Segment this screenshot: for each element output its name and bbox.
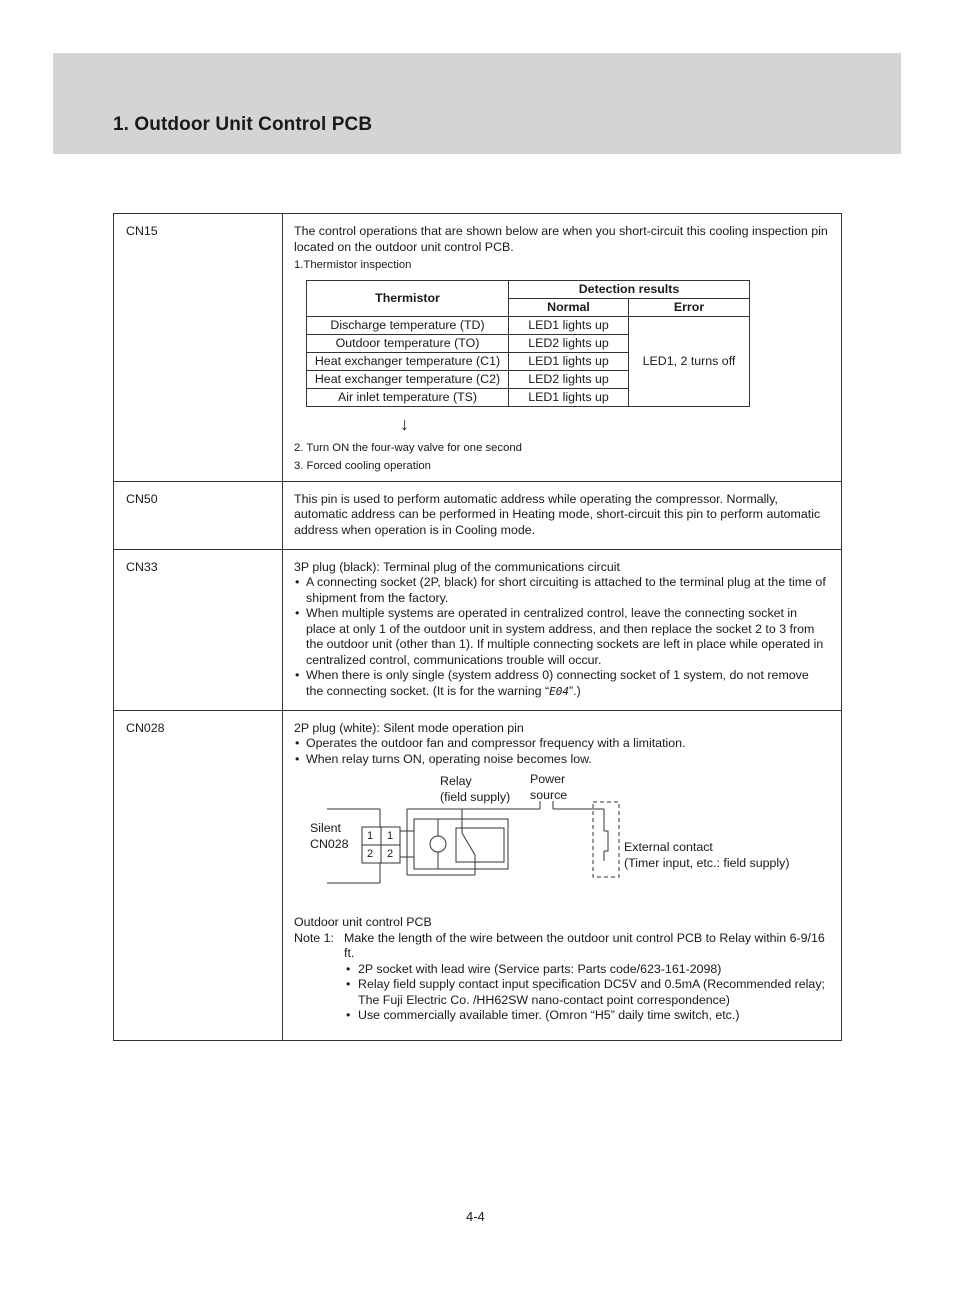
page-title: 1. Outdoor Unit Control PCB xyxy=(113,114,373,135)
cn50-text: This pin is used to perform automatic address while operating the compressor. Normally, automatic address can be performed in Heating mode, short-circuit this pin to perform automatic address when operation is in Cooling mode. xyxy=(294,491,821,537)
error-header: Error xyxy=(629,298,750,316)
row-cn15 xyxy=(114,214,842,482)
cn33-last-bullet-text: When there is only single (system address 0) connecting socket of 1 system, do not remove the connecting socket. (It is for the warning “ xyxy=(306,668,809,698)
connector-label-cn50: CN50 xyxy=(126,491,158,506)
cn33-bullet-list xyxy=(294,575,829,699)
note-text: Make the length of the wire between the outdoor unit control PCB to Relay within 6-9/16 ft. xyxy=(344,930,825,960)
row-cn50 xyxy=(114,481,842,549)
cn15-step-3: 3. Forced cooling operation xyxy=(294,460,431,472)
relay-label-line-1: Relay xyxy=(440,774,472,788)
header-band xyxy=(53,53,901,154)
thermistor-normal: LED1 lights up xyxy=(509,316,629,334)
external-contact-icon xyxy=(604,831,608,851)
cn15-step-1: 1.Thermistor inspection xyxy=(294,259,412,271)
pin-label: 1 xyxy=(367,830,374,842)
list-item: • Relay field supply contact input specification DC5V and 0.5mA (Recommended relay; The Fuji Electric Co. /HH62SW nano-contact point correspondence) xyxy=(344,977,829,1008)
power-source-label xyxy=(530,772,567,803)
thermistor-normal: LED2 lights up xyxy=(509,370,629,388)
thermistor-row xyxy=(307,316,750,334)
thermistor-normal: LED1 lights up xyxy=(509,352,629,370)
cn15-step-2: 2. Turn ON the four-way valve for one second xyxy=(294,441,522,454)
wiring-diagram xyxy=(294,772,814,903)
list-item: • When relay turns ON, operating noise becomes low. xyxy=(294,752,829,768)
list-item: • 2P socket with lead wire (Service parts: Parts code/623-161-2098) xyxy=(344,962,829,978)
thermistor-header: Thermistor xyxy=(307,280,509,316)
row-cn028 xyxy=(114,710,842,1040)
warning-code: E04 xyxy=(549,684,569,698)
row-cn33-label-cell xyxy=(114,549,283,710)
relay-contact-box xyxy=(456,828,504,862)
thermistor-name: Discharge temperature (TD) xyxy=(307,316,509,334)
arrow-down-icon: ↓ xyxy=(400,413,409,434)
list-item: • A connecting socket (2P, black) for short circuiting is attached to the terminal plug at the time of shipment from the factory. xyxy=(294,575,829,606)
pcb-label: Outdoor unit control PCB xyxy=(294,915,432,929)
row-cn028-desc-cell xyxy=(283,710,842,1040)
row-cn15-label-cell xyxy=(114,214,283,482)
cn33-intro: 3P plug (black): Terminal plug of the communications circuit xyxy=(294,559,620,574)
pin-label: 1 xyxy=(387,830,394,842)
normal-header: Normal xyxy=(509,298,629,316)
thermistor-normal: LED2 lights up xyxy=(509,334,629,352)
cn33-last-bullet-end: ”.) xyxy=(569,683,581,698)
external-contact-box xyxy=(593,802,619,877)
thermistor-name: Heat exchanger temperature (C1) xyxy=(307,352,509,370)
silent-label-line-2: CN028 xyxy=(310,836,349,851)
external-label-line-2: (Timer input, etc.: field supply) xyxy=(624,855,790,870)
connector-label-cn33: CN33 xyxy=(126,559,158,574)
connector-label-cn15: CN15 xyxy=(126,224,158,238)
relay-coil-icon xyxy=(430,836,446,852)
thermistor-name: Air inlet temperature (TS) xyxy=(307,388,509,406)
row-cn33-desc-cell xyxy=(283,549,842,710)
power-label-line-1: Power xyxy=(530,772,566,786)
list-item xyxy=(294,668,829,699)
thermistor-normal: LED1 lights up xyxy=(509,388,629,406)
row-cn33 xyxy=(114,549,842,710)
connector-table xyxy=(113,213,842,1041)
list-item: • Use commercially available timer. (Omron “H5” daily time switch, etc.) xyxy=(344,1008,829,1024)
thermistor-error: LED1, 2 turns off xyxy=(629,316,750,406)
list-item: • Operates the outdoor fan and compressor frequency with a limitation. xyxy=(294,736,829,752)
detection-results-header: Detection results xyxy=(509,280,750,298)
note-bullet-list xyxy=(344,962,829,1024)
silent-label-line-1: Silent xyxy=(310,821,341,835)
row-cn50-label-cell xyxy=(114,481,283,549)
thermistor-name: Heat exchanger temperature (C2) xyxy=(307,370,509,388)
row-cn50-desc-cell xyxy=(283,481,842,549)
power-label-line-2: source xyxy=(530,787,568,802)
silent-cn028-label xyxy=(310,821,349,852)
cn15-intro: The control operations that are shown below are when you short-circuit this cooling inspection pin located on the outdoor unit control PCB. xyxy=(294,224,828,254)
relay-label xyxy=(440,774,510,805)
row-cn028-label-cell xyxy=(114,710,283,1040)
note-tag: Note 1: xyxy=(294,930,334,945)
external-contact-label xyxy=(624,840,790,871)
note-1 xyxy=(294,931,829,1024)
list-item: • When multiple systems are operated in centralized control, leave the connecting socket in place at only 1 of the outdoor unit in system address, and then replace the socket 2 to 3 from the outdoor unit (other than 1). If multiple connecting sockets are left in place while operated in centralized control, communications trouble will occur. xyxy=(294,606,829,668)
row-cn15-desc-cell xyxy=(283,214,842,482)
relay-label-line-2: (field supply) xyxy=(440,789,511,804)
page-number: 4-4 xyxy=(466,1209,485,1224)
thermistor-name: Outdoor temperature (TO) xyxy=(307,334,509,352)
connector-label-cn028: CN028 xyxy=(126,720,165,735)
pin-label: 2 xyxy=(387,848,394,860)
cn028-bullet-list xyxy=(294,736,829,767)
pin-label: 2 xyxy=(367,848,374,860)
cn028-intro: 2P plug (white): Silent mode operation pin xyxy=(294,720,524,735)
thermistor-table xyxy=(306,280,750,407)
external-label-line-1: External contact xyxy=(624,840,713,854)
